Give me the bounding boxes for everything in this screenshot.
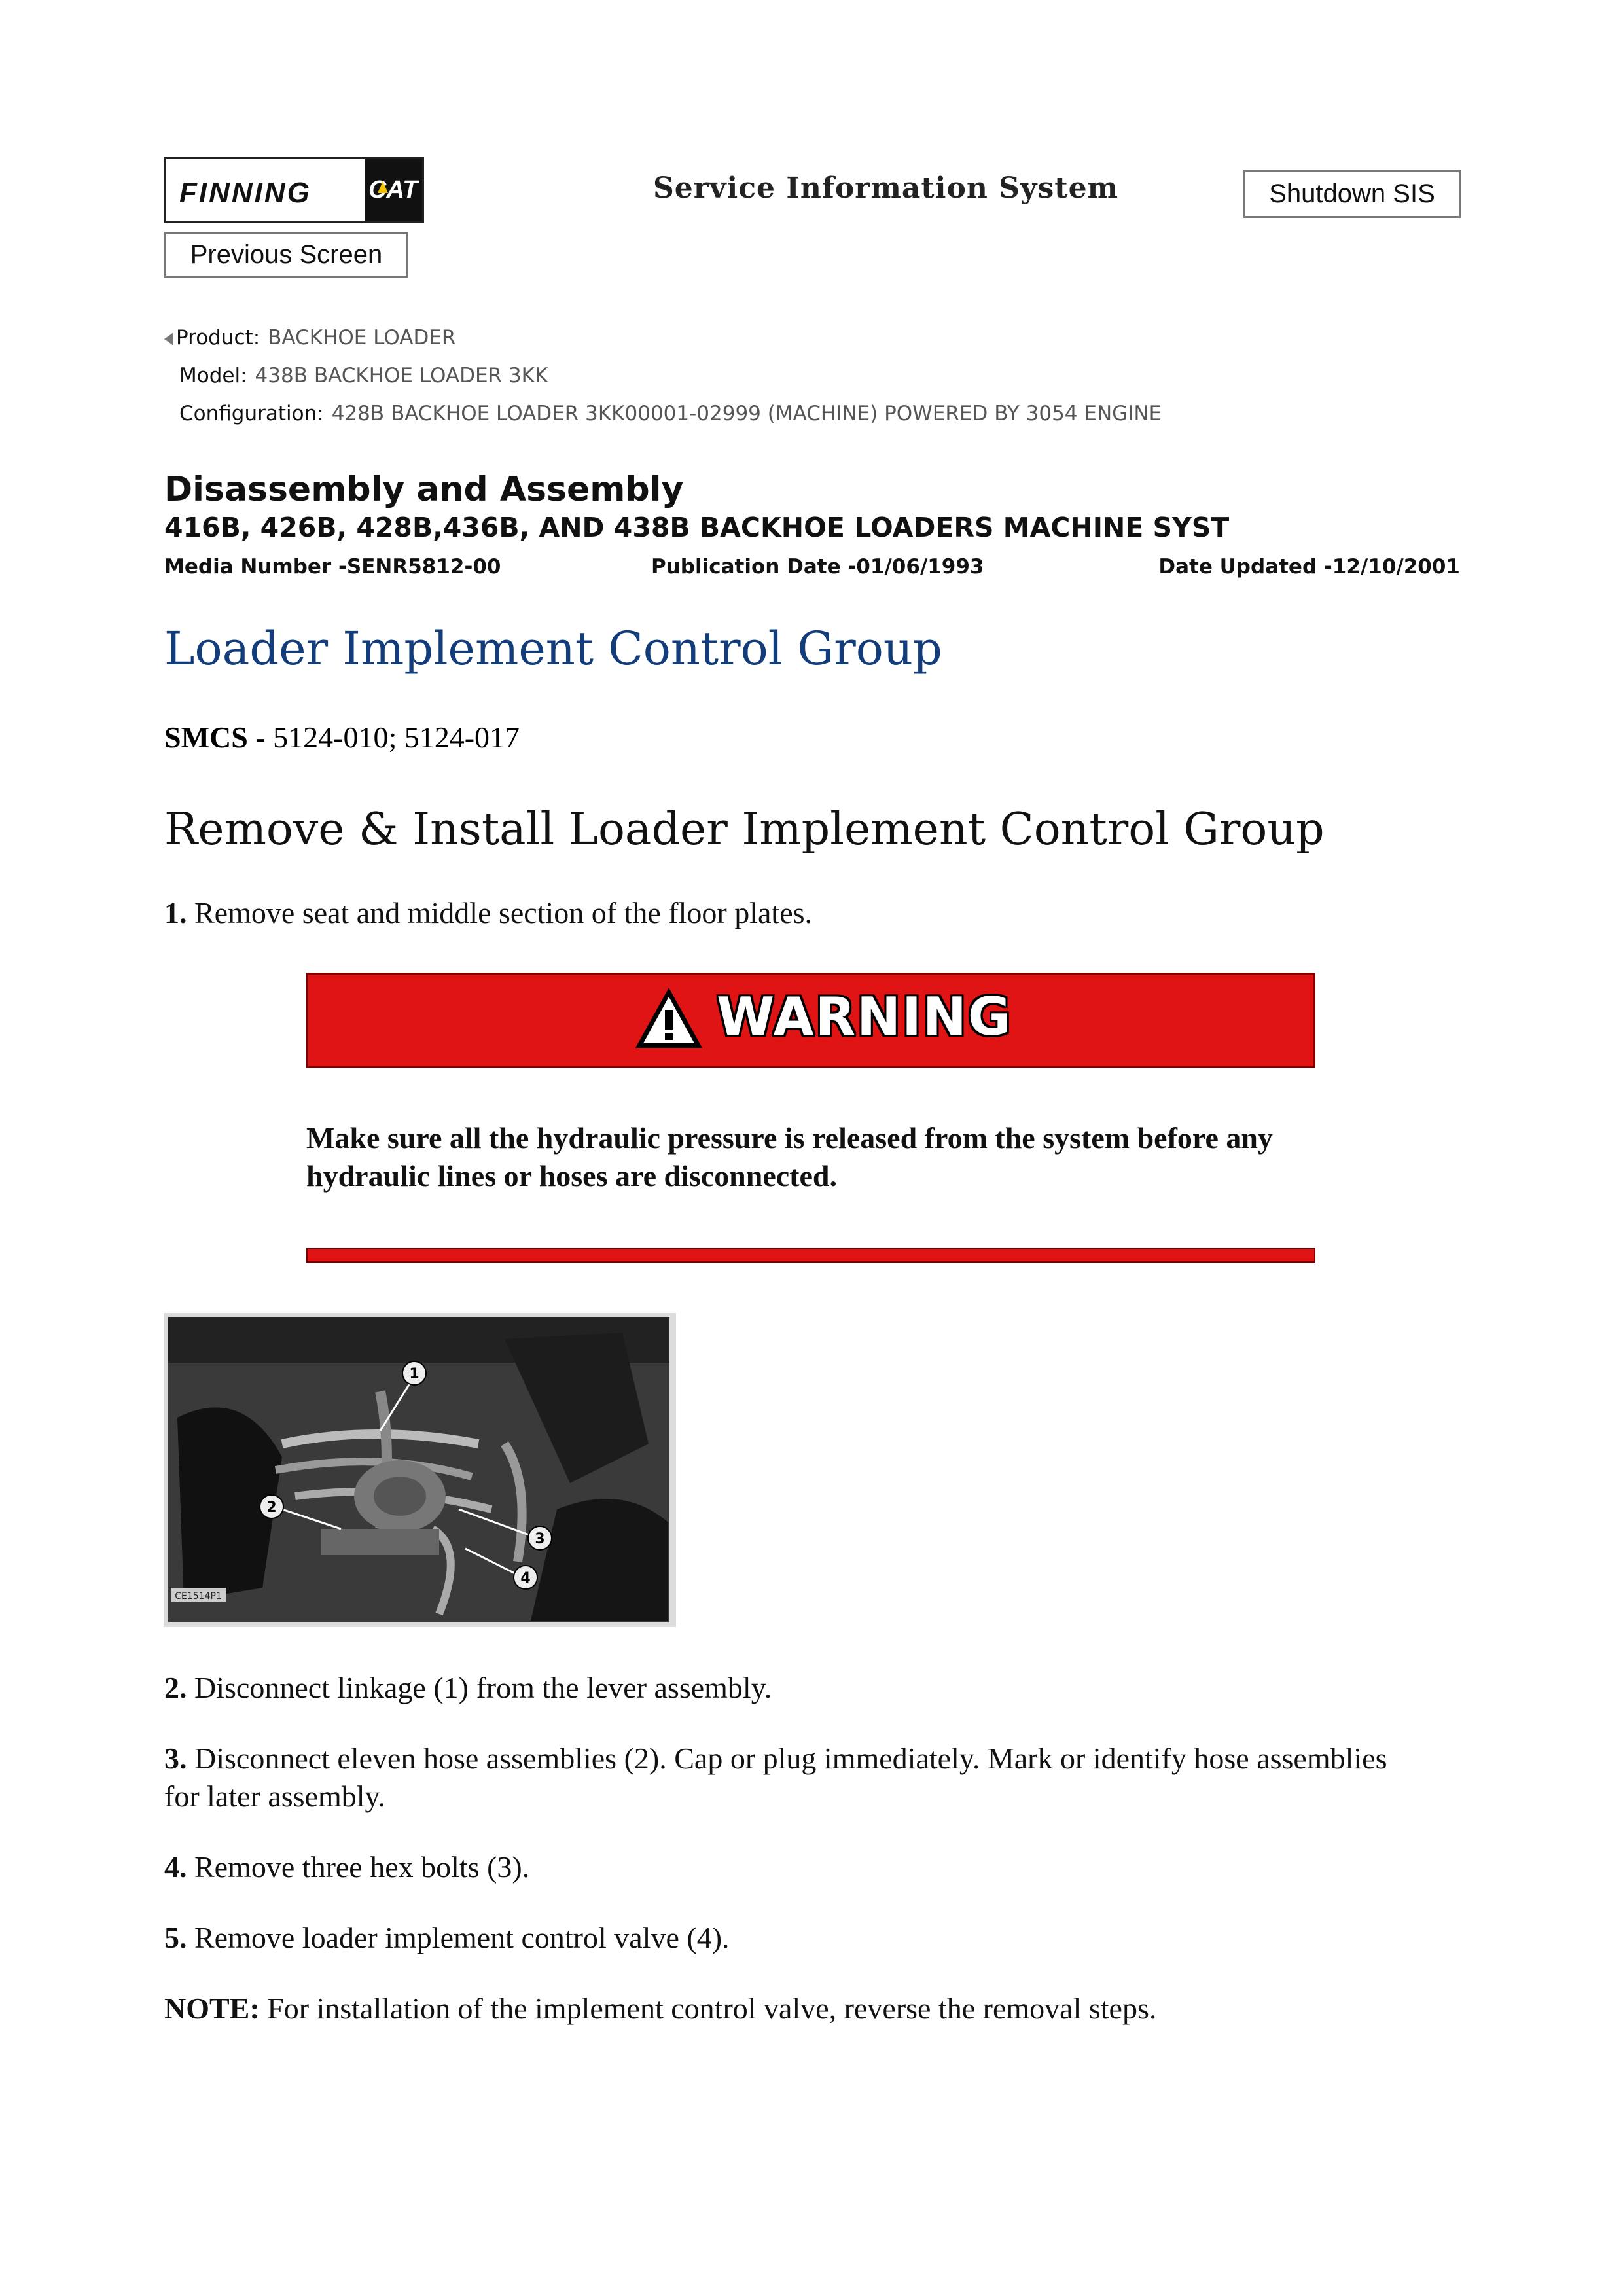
step-3 <box>164 1740 1408 1816</box>
step-4 <box>164 1848 1460 1886</box>
control-valve-photo <box>164 1313 676 1627</box>
model-value: 438B BACKHOE LOADER 3KK <box>255 364 548 387</box>
step-number: 1. <box>164 896 187 929</box>
configuration-value: 428B BACKHOE LOADER 3KK00001-02999 (MACHINE) POWERED BY 3054 ENGINE <box>331 402 1162 425</box>
callout-1 <box>402 1361 426 1385</box>
shutdown-sis-button[interactable]: Shutdown SIS <box>1243 170 1461 218</box>
step-text: Disconnect eleven hose assemblies (2). Cap or plug immediately. Mark or identify hose assemblies for later assembly. <box>164 1742 1387 1813</box>
cat-logo <box>365 159 422 221</box>
step-text: Remove loader implement control valve (4). <box>187 1921 730 1954</box>
svg-text:3: 3 <box>535 1531 545 1547</box>
model-row <box>179 364 548 387</box>
group-title: Loader Implement Control Group <box>164 622 942 675</box>
publication-date: Publication Date -01/06/1993 <box>651 555 984 579</box>
step-number: 2. <box>164 1671 187 1704</box>
callout-4 <box>514 1566 537 1589</box>
note-text: For installation of the implement control valve, reverse the removal steps. <box>259 1992 1157 2025</box>
note <box>164 1990 1460 2028</box>
warning-bottom-bar <box>306 1248 1315 1263</box>
photo-id: CE1514P1 <box>175 1591 222 1602</box>
configuration-row <box>179 402 1162 425</box>
product-label: Product: <box>176 326 260 350</box>
step-number: 5. <box>164 1921 187 1954</box>
date-updated: Date Updated -12/10/2001 <box>1158 555 1460 579</box>
product-value: BACKHOE LOADER <box>268 326 456 350</box>
finning-cat-logo <box>164 157 424 223</box>
previous-screen-button[interactable]: Previous Screen <box>164 232 408 278</box>
section-title: Remove & Install Loader Implement Control Group <box>164 804 1325 855</box>
svg-text:2: 2 <box>266 1499 277 1516</box>
step-text: Remove seat and middle section of the floor plates. <box>187 896 813 929</box>
step-text: Disconnect linkage (1) from the lever assembly. <box>187 1671 772 1704</box>
warning-triangle-icon <box>633 985 705 1050</box>
warning-label: WARNING <box>717 986 1012 1047</box>
smcs-value: 5124-010; 5124-017 <box>265 721 520 754</box>
step-text: Remove three hex bolts (3). <box>187 1850 530 1884</box>
callout-3 <box>528 1526 552 1550</box>
product-row <box>164 326 455 350</box>
system-title: Service Information System <box>653 171 1119 205</box>
step-number: 4. <box>164 1850 187 1884</box>
document-subtitle: 416B, 426B, 428B,436B, AND 438B BACKHOE LOADERS MACHINE SYST <box>164 512 1230 543</box>
smcs-line <box>164 720 520 755</box>
warning-banner <box>306 973 1315 1068</box>
cat-logo-text: CAT <box>368 176 418 204</box>
cat-triangle-icon <box>378 181 388 193</box>
configuration-label: Configuration: <box>179 402 324 425</box>
note-label: NOTE: <box>164 1992 260 2025</box>
publication-info-row <box>164 555 1460 584</box>
back-arrow-icon[interactable] <box>164 332 173 346</box>
step-1 <box>164 894 1460 932</box>
callout-2 <box>260 1495 283 1518</box>
document-type: Disassembly and Assembly <box>164 470 684 509</box>
model-label: Model: <box>179 364 247 387</box>
svg-text:1: 1 <box>409 1366 419 1382</box>
step-number: 3. <box>164 1742 187 1775</box>
svg-text:4: 4 <box>520 1570 531 1587</box>
finning-logo-text: FINNING <box>179 177 312 209</box>
step-5 <box>164 1919 1460 1957</box>
media-number: Media Number -SENR5812-00 <box>164 555 501 579</box>
warning-text: Make sure all the hydraulic pressure is released from the system before any hydraulic lines or hoses are disconnected. <box>306 1121 1273 1193</box>
smcs-label: SMCS - <box>164 721 266 754</box>
step-2 <box>164 1669 1460 1707</box>
